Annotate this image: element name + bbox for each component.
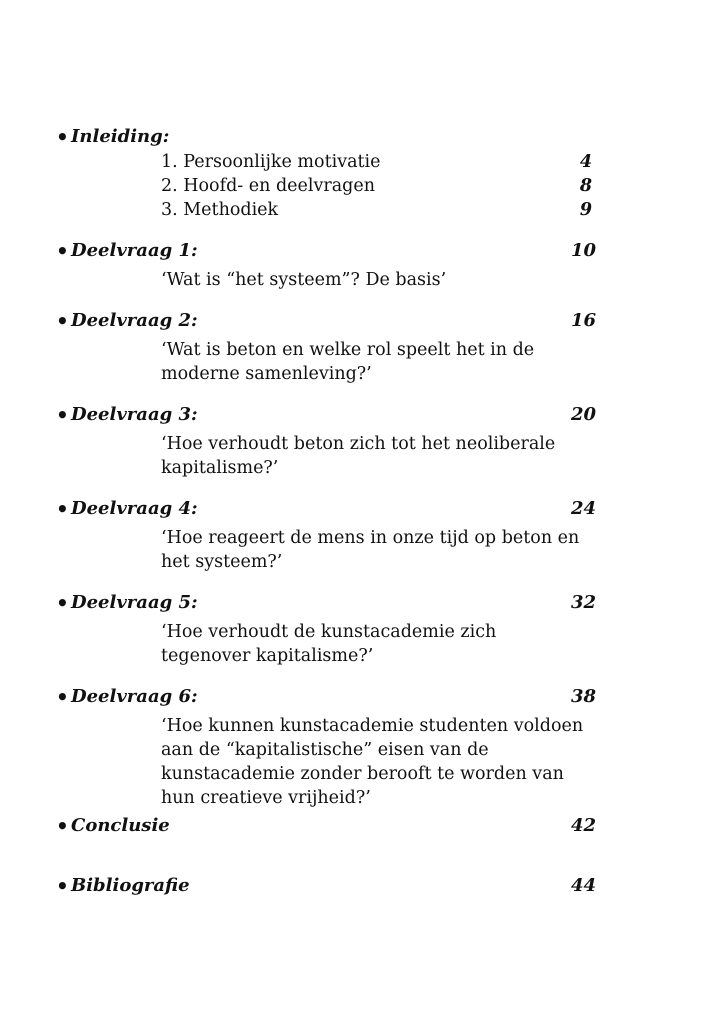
bullet-icon: • <box>56 403 69 427</box>
toc-heading: Deelvraag 1: <box>71 240 198 261</box>
toc-section-deelvraag-5[interactable] <box>56 590 616 668</box>
bullet-icon: • <box>56 874 69 898</box>
toc-page-number: 32 <box>570 592 596 613</box>
toc-heading: Bibliografie <box>71 875 190 896</box>
toc-heading: Deelvraag 4: <box>71 498 198 519</box>
bullet-icon: • <box>56 814 69 838</box>
toc-heading: Deelvraag 2: <box>71 310 198 331</box>
toc-heading: Deelvraag 6: <box>71 686 198 707</box>
toc-heading: Deelvraag 3: <box>71 404 198 425</box>
toc-page-number: 10 <box>570 240 596 261</box>
toc-section-conclusie[interactable] <box>56 813 616 839</box>
toc-section-inleiding <box>56 124 616 222</box>
toc-heading: Conclusie <box>71 815 170 836</box>
toc-section-header <box>56 238 616 264</box>
toc-subitem-title: 3. Methodiek <box>161 200 279 220</box>
toc-section-header <box>56 402 616 428</box>
bullet-icon: • <box>56 591 69 615</box>
toc-question: ‘Wat is beton en welke rol speelt het in de moderne samenleving?’ <box>161 340 535 384</box>
toc-section-bibliografie[interactable] <box>56 873 616 899</box>
toc-section-header <box>56 308 616 334</box>
toc-section-deelvraag-1[interactable] <box>56 238 616 292</box>
bullet-icon: • <box>56 125 69 149</box>
toc-question: ‘Wat is “het systeem”? De basis’ <box>161 270 447 290</box>
toc-page-number: 24 <box>570 498 596 519</box>
bullet-icon: • <box>56 497 69 521</box>
toc-page-number: 42 <box>570 815 596 836</box>
toc-section-header <box>56 496 616 522</box>
toc-heading: Inleiding: <box>71 126 170 147</box>
bullet-icon: • <box>56 239 69 263</box>
toc-page-number: 4 <box>579 152 592 172</box>
toc-page-number: 9 <box>579 200 592 220</box>
toc-section-header <box>56 590 616 616</box>
bullet-icon: • <box>56 309 69 333</box>
toc-page-number: 8 <box>579 176 592 196</box>
toc-section-header <box>56 813 616 839</box>
bullet-icon: • <box>56 685 69 709</box>
toc-question: ‘Hoe verhoudt de kunstacademie zich tegenover kapitalisme?’ <box>161 622 497 666</box>
toc-section-header <box>56 684 616 710</box>
toc-section-deelvraag-3[interactable] <box>56 402 616 480</box>
toc-section-deelvraag-6[interactable] <box>56 684 616 810</box>
toc-subitem[interactable] <box>56 150 616 174</box>
toc-question: ‘Hoe verhoudt beton zich tot het neoliberale kapitalisme?’ <box>161 434 556 478</box>
toc-subitem[interactable] <box>56 198 616 222</box>
toc-section-deelvraag-2[interactable] <box>56 308 616 386</box>
toc-subitem-title: 1. Persoonlijke motivatie <box>161 152 381 172</box>
toc-section-header <box>56 873 616 899</box>
toc-page-number: 16 <box>570 310 596 331</box>
toc-page-number: 20 <box>570 404 596 425</box>
toc-heading: Deelvraag 5: <box>71 592 198 613</box>
toc-section-header <box>56 124 616 150</box>
toc-subitem-title: 2. Hoofd- en deelvragen <box>161 176 375 196</box>
toc-question: ‘Hoe kunnen kunstacademie studenten voldoen aan de “kapitalistische” eisen van de kunstacademie zonder berooft te worden van hun creatieve vrijheid?’ <box>161 716 584 808</box>
toc-page-number: 38 <box>570 686 596 707</box>
toc-section-deelvraag-4[interactable] <box>56 496 616 574</box>
toc-subitem[interactable] <box>56 174 616 198</box>
toc-question: ‘Hoe reageert de mens in onze tijd op beton en het systeem?’ <box>161 528 580 572</box>
toc-page-number: 44 <box>570 875 596 896</box>
